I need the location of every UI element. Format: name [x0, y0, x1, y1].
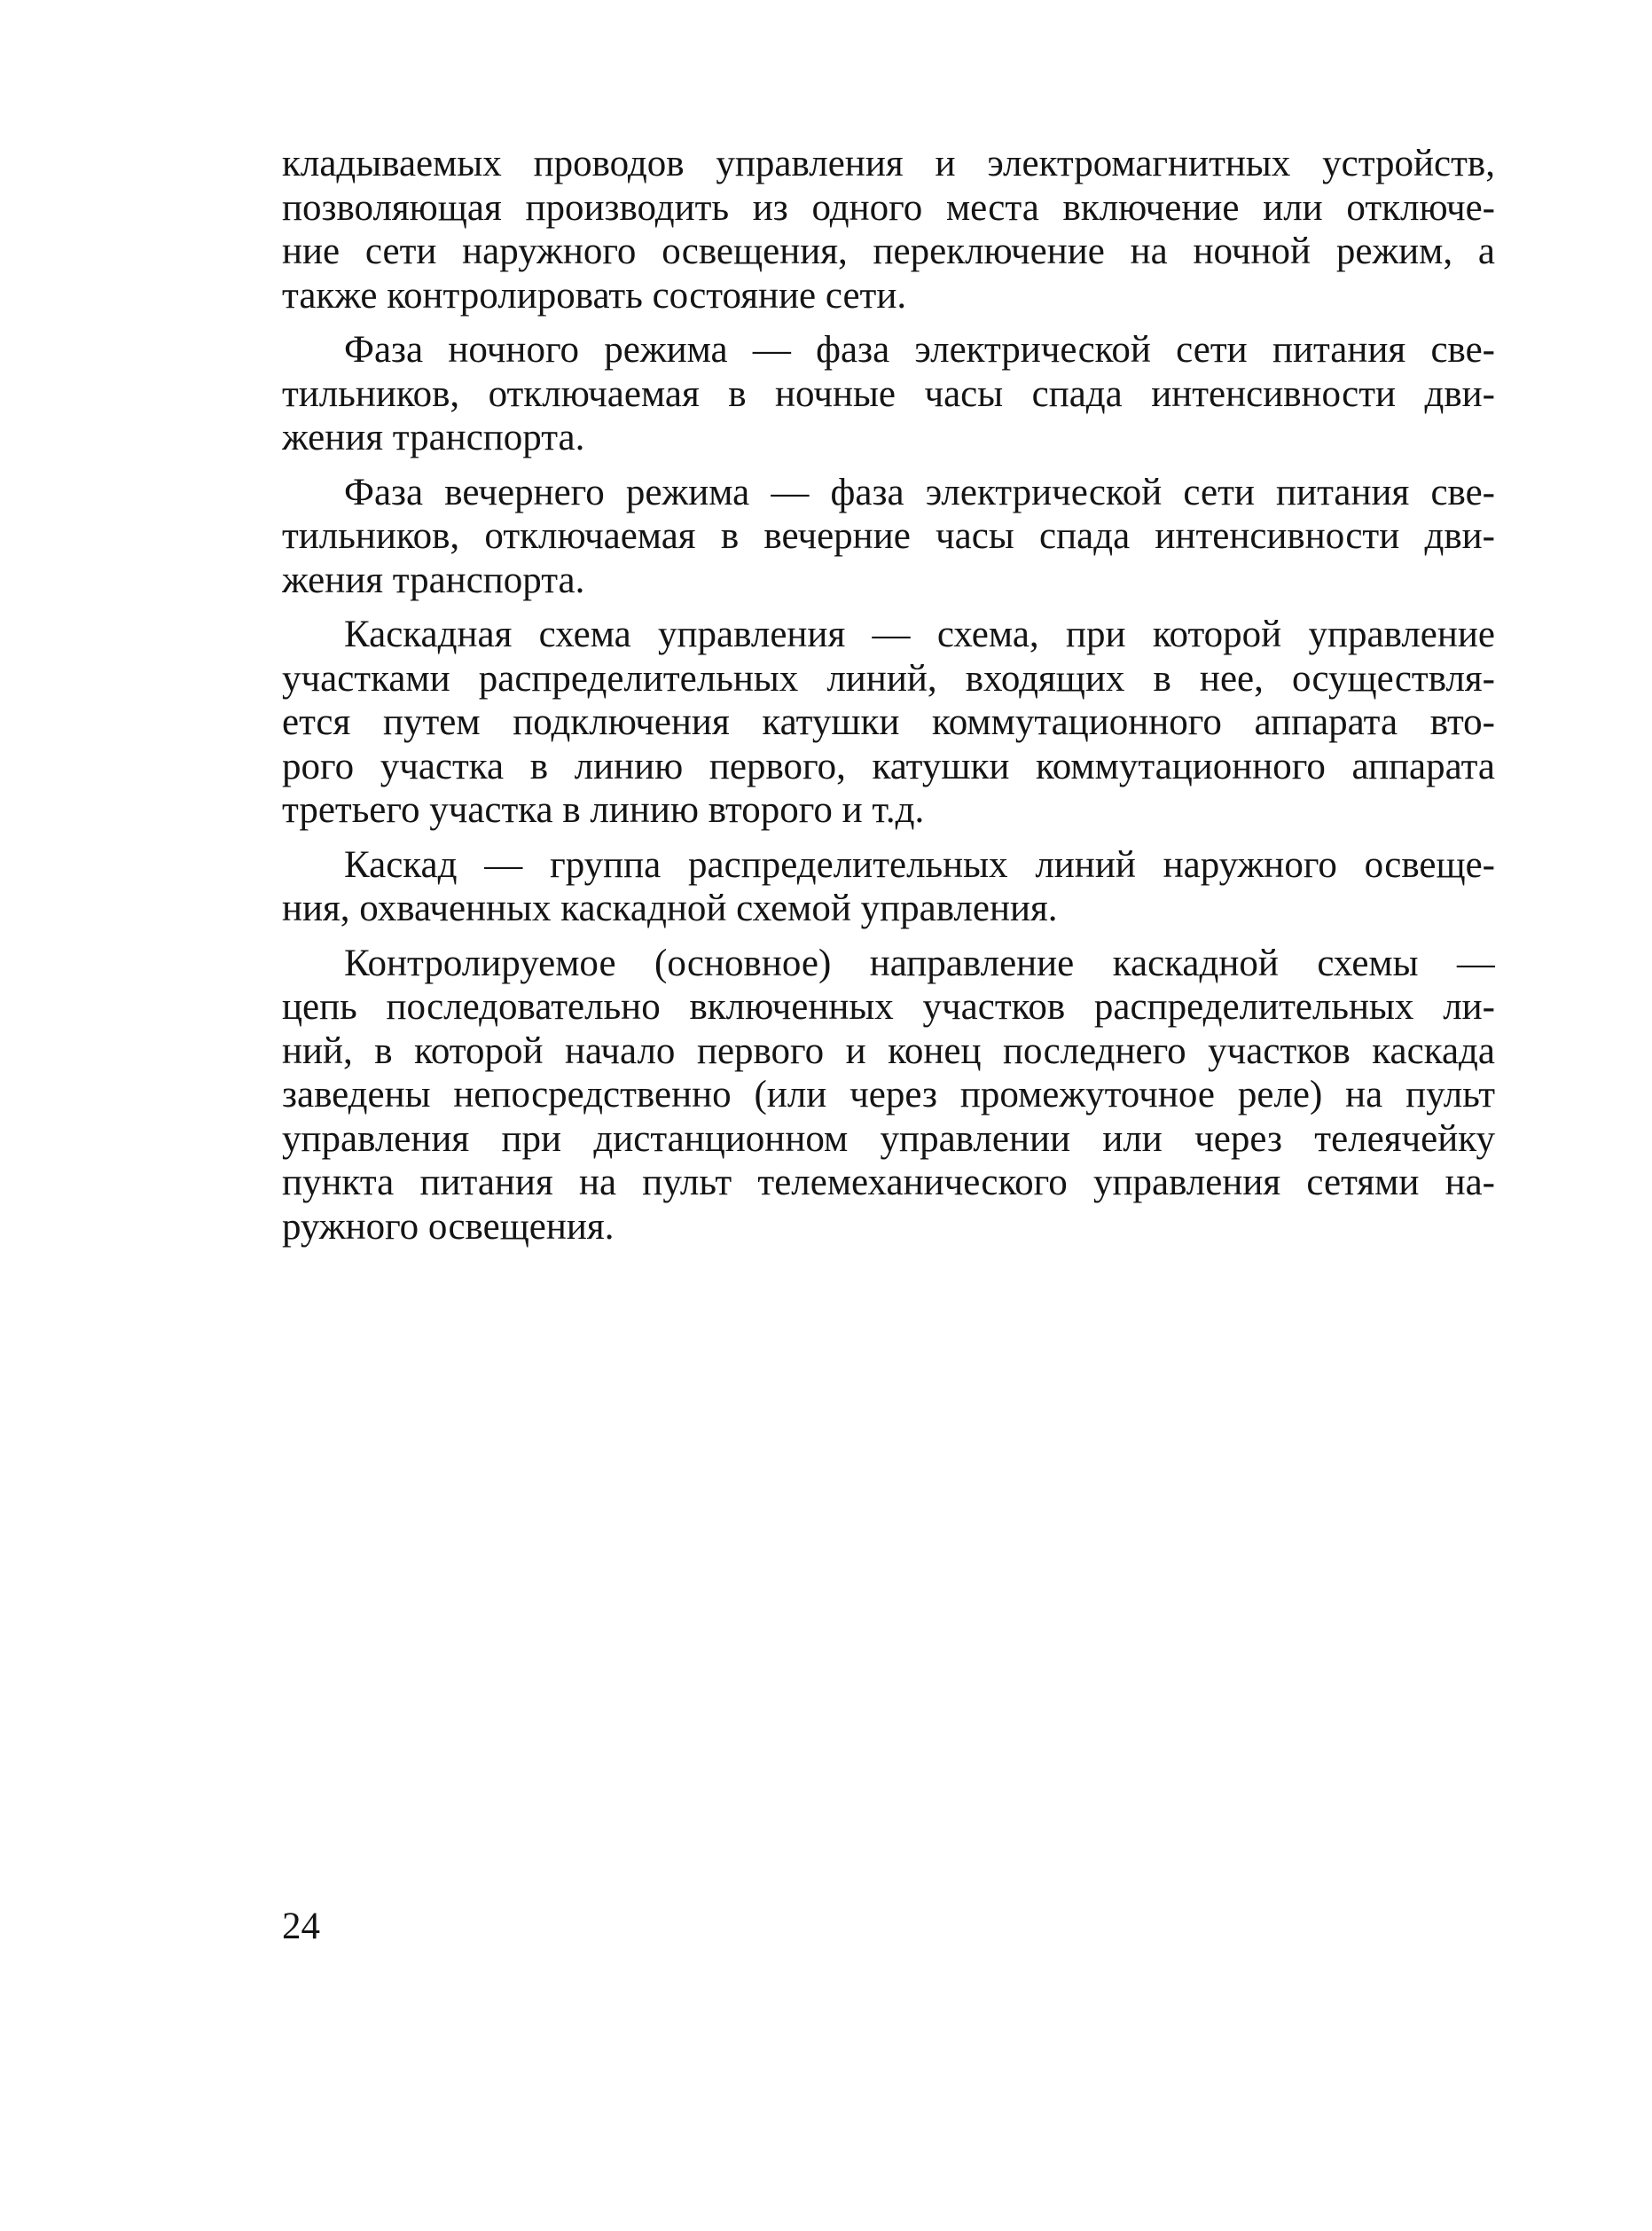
paragraph-cascade-scheme [282, 613, 1495, 833]
paragraph-cascade [282, 843, 1495, 931]
text-line: ние сети наружного освещения, переключение на ночной режим, а [282, 231, 1495, 272]
paragraph-night-phase [282, 328, 1495, 460]
text-line: жения транспорта. [282, 559, 585, 601]
text-line: цепь последовательно включенных участков распределительных ли- [282, 986, 1495, 1028]
paragraph-continuation [282, 142, 1495, 317]
text-line: Фаза ночного режима — фаза электрической сети питания све- [344, 329, 1495, 371]
text-line: ния, охваченных каскадной схемой управления. [282, 888, 1058, 929]
text-line: тильников, отключаемая в вечерние часы спада интенсивности дви- [282, 515, 1495, 557]
text-line: пункта питания на пульт телемеханического управления сетями на- [282, 1162, 1495, 1203]
text-line: управления при дистанционном управлении или через телеячейку [282, 1117, 1495, 1160]
text-line: также контролировать состояние сети. [282, 274, 907, 317]
text-line: Каскад — группа распределительных линий наружного освеще- [344, 843, 1495, 886]
body-text [282, 142, 1495, 1259]
text-line: позволяющая производить из одного места включение или отключе- [282, 186, 1495, 229]
text-line: кладываемых проводов управления и электромагнитных устройств, [282, 143, 1495, 184]
page-number: 24 [282, 1906, 320, 1947]
text-line: Контролируемое (основное) направление каскадной схемы — [344, 942, 1495, 984]
text-line: третьего участка в линию второго и т.д. [282, 789, 925, 831]
text-line: заведены непосредственно (или через промежуточное реле) на пульт [282, 1074, 1495, 1116]
paragraph-evening-phase [282, 471, 1495, 603]
text-line: ружного освещения. [282, 1205, 615, 1248]
paragraph-controlled-direction [282, 942, 1495, 1249]
text-line: ний, в которой начало первого и конец последнего участков каскада [282, 1029, 1495, 1072]
text-line: жения транспорта. [282, 417, 585, 458]
text-line: тильников, отключаемая в ночные часы спада интенсивности дви- [282, 372, 1495, 415]
text-line: рого участка в линию первого, катушки коммутационного аппарата [282, 745, 1495, 787]
text-line: Каскадная схема управления — схема, при которой управление [344, 614, 1495, 655]
text-line: ется путем подключения катушки коммутационного аппарата вто- [282, 701, 1495, 743]
text-line: участками распределительных линий, входящих в нее, осуществля- [282, 657, 1495, 700]
text-line: Фаза вечернего режима — фаза электрической сети питания све- [344, 471, 1495, 513]
